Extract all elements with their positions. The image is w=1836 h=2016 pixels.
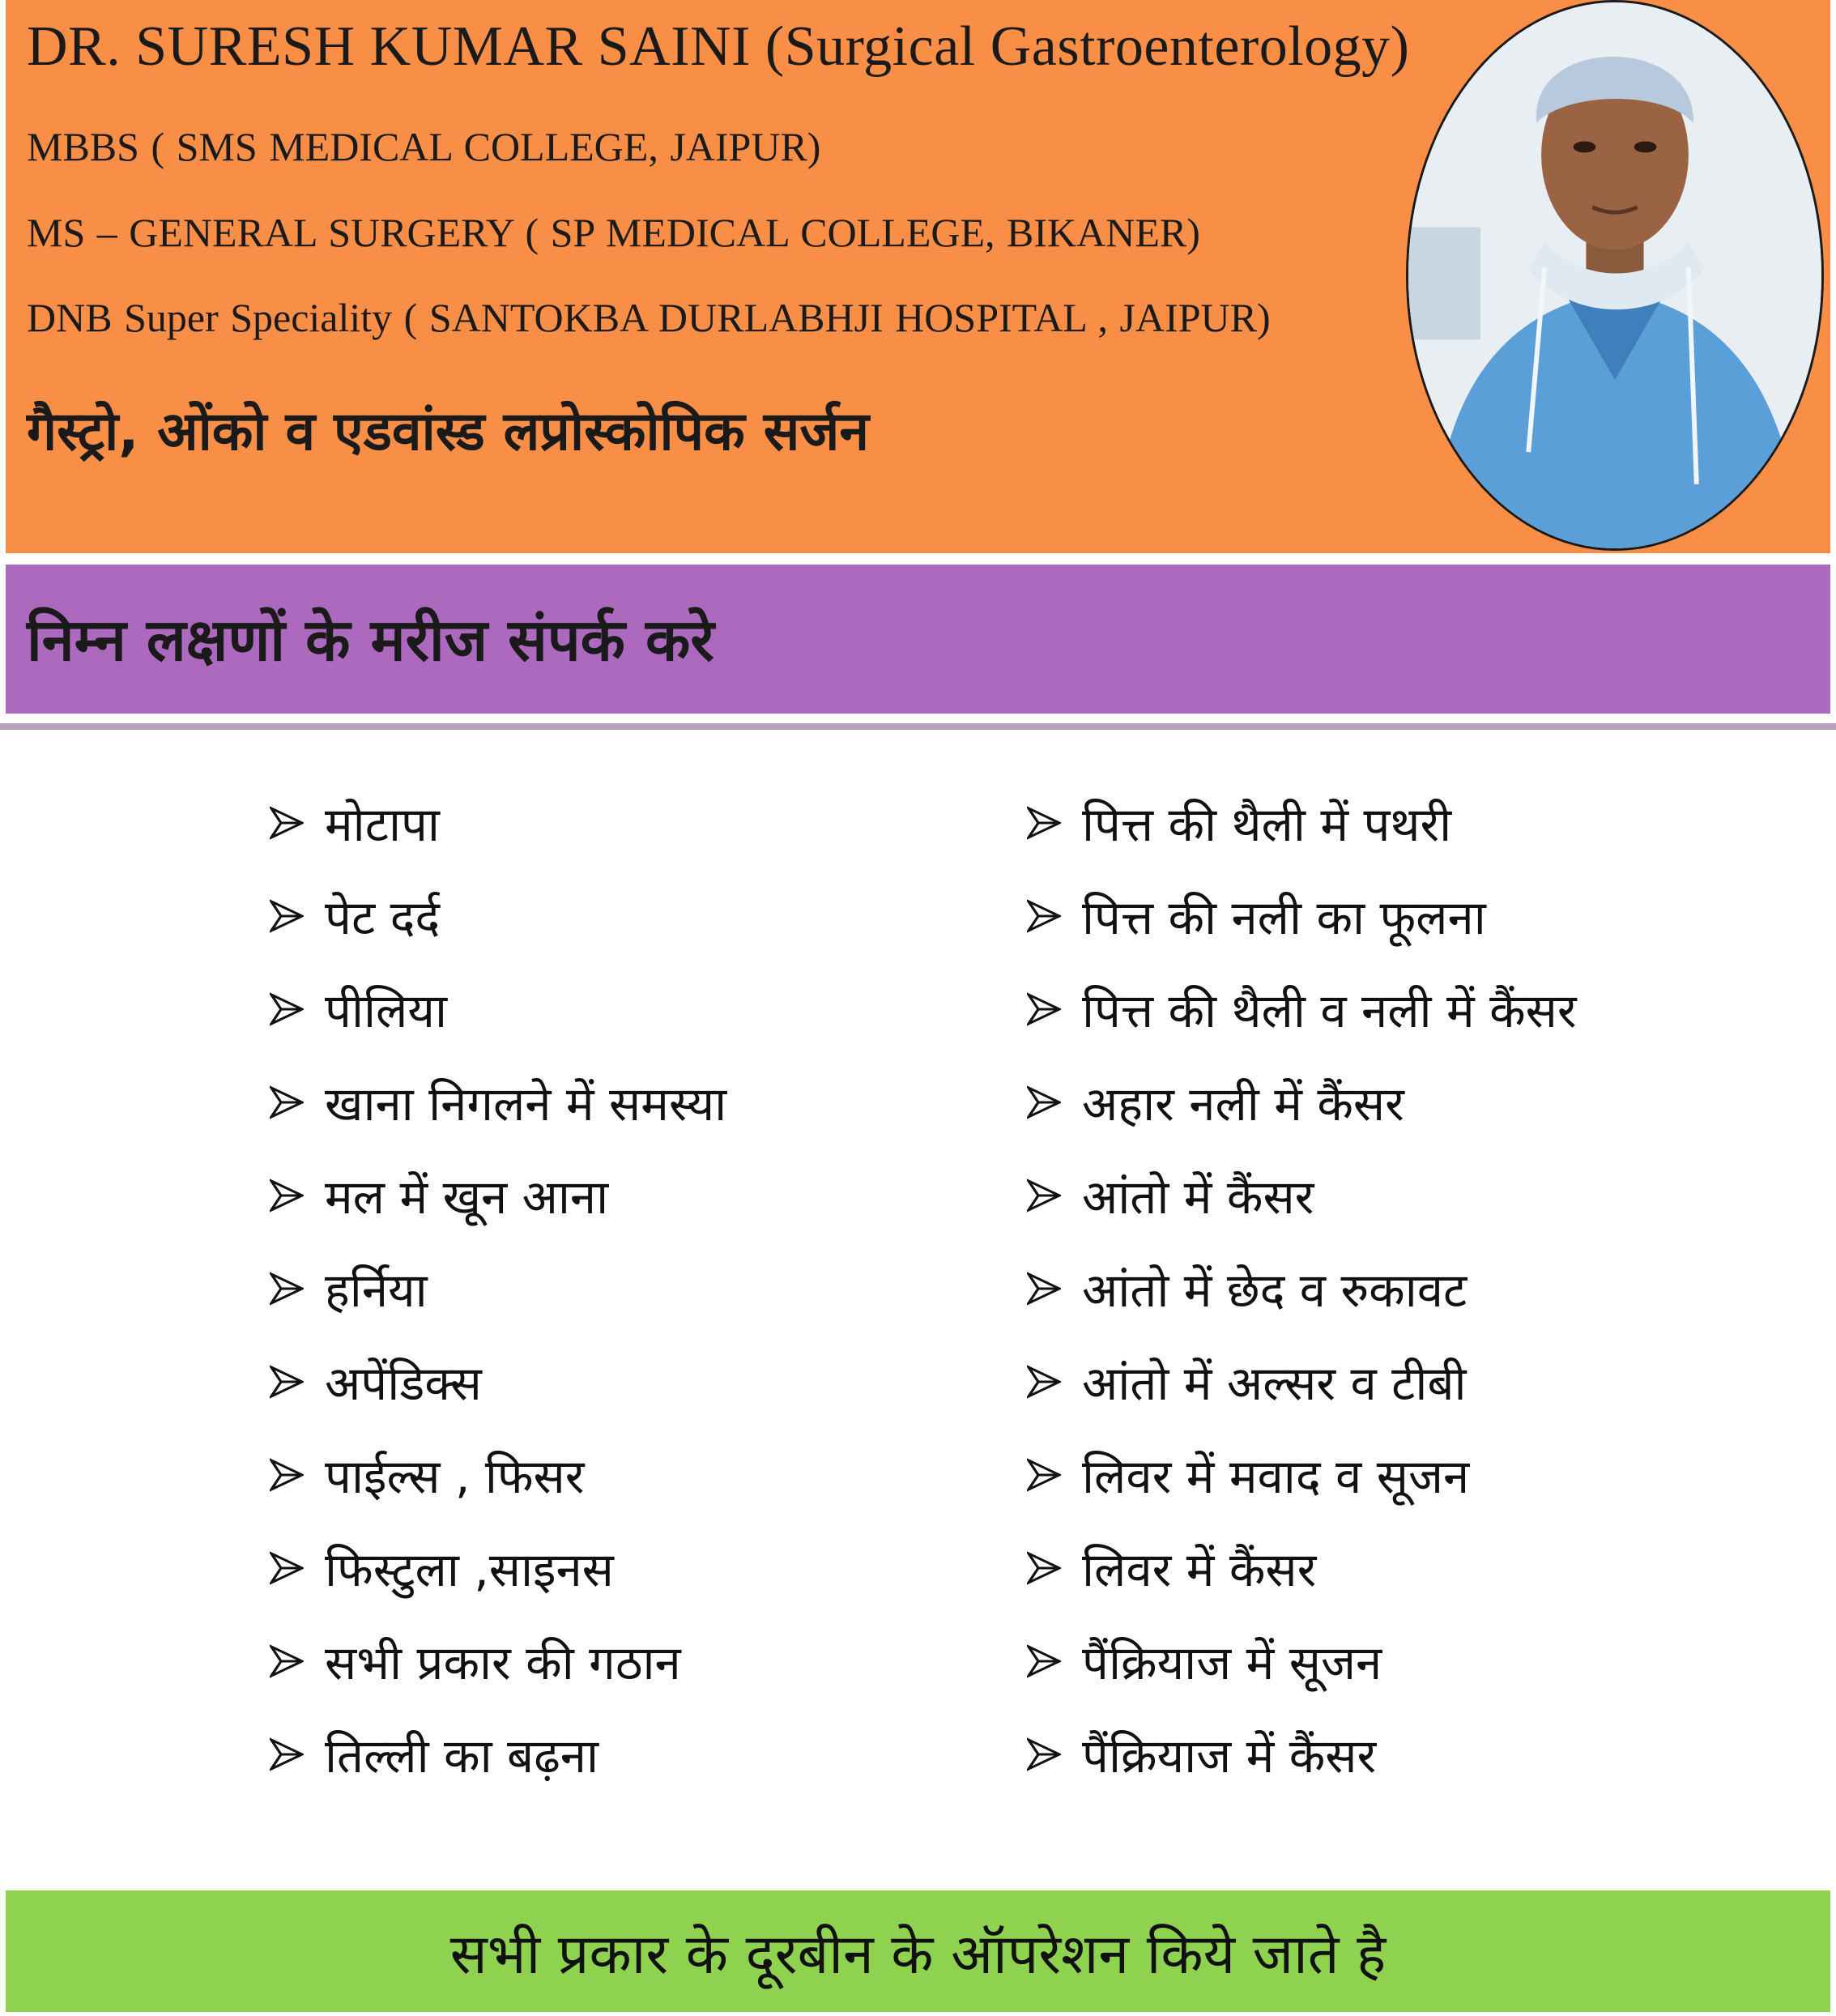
list-item	[1027, 1149, 1577, 1242]
arrow-bullet-icon	[1027, 1457, 1061, 1493]
symptom-label: पीलिया	[325, 983, 447, 1038]
arrow-bullet-icon	[270, 1737, 304, 1772]
list-item	[270, 1521, 726, 1614]
symptom-label: फिस्टुला ,साइनस	[325, 1542, 614, 1597]
symptom-label: पाईल्स , फिसर	[325, 1449, 585, 1504]
designation: गैस्ट्रो, ओंको व एडवांस्ड लप्रोस्कोपिक सर्जन	[27, 400, 870, 462]
list-item	[270, 1428, 726, 1521]
arrow-bullet-icon	[270, 1271, 304, 1306]
list-item	[270, 869, 726, 962]
arrow-bullet-icon	[1027, 1737, 1061, 1772]
symptom-label: पित्त की थैली में पथरी	[1082, 797, 1452, 852]
arrow-bullet-icon	[1027, 1085, 1061, 1120]
arrow-bullet-icon	[270, 1178, 304, 1213]
symptom-label: पित्त की थैली व नली में कैंसर	[1082, 983, 1577, 1038]
symptom-label: मोटापा	[325, 797, 440, 852]
arrow-bullet-icon	[270, 805, 304, 841]
qualification-dnb: DNB Super Speciality ( SANTOKBA DURLABHJI HOSPITAL , JAIPUR)	[27, 295, 1271, 340]
list-item	[1027, 869, 1577, 962]
symptom-label: पैंक्रियाज में सूजन	[1082, 1635, 1382, 1690]
arrow-bullet-icon	[270, 1550, 304, 1586]
list-item	[270, 1335, 726, 1428]
arrow-bullet-icon	[270, 898, 304, 934]
symptom-label: लिवर में मवाद व सूजन	[1082, 1449, 1470, 1504]
arrow-bullet-icon	[1027, 1643, 1061, 1679]
list-item	[1027, 1707, 1577, 1801]
doctor-name: DR. SURESH KUMAR SAINI (Surgical Gastroenterology)	[27, 15, 1410, 78]
symptom-list-right	[1027, 776, 1577, 1801]
arrow-bullet-icon	[270, 1643, 304, 1679]
symptom-label: हर्निया	[325, 1263, 428, 1318]
list-item	[1027, 1521, 1577, 1614]
symptom-label: लिवर में कैंसर	[1082, 1542, 1317, 1597]
list-item	[270, 1055, 726, 1149]
list-item	[1027, 1055, 1577, 1149]
arrow-bullet-icon	[1027, 898, 1061, 934]
list-item	[1027, 1335, 1577, 1428]
symptom-label: अपेंडिक्स	[325, 1356, 482, 1411]
arrow-bullet-icon	[1027, 1178, 1061, 1213]
list-item	[1027, 962, 1577, 1055]
symptom-label: खाना निगलने में समस्या	[325, 1076, 727, 1132]
arrow-bullet-icon	[270, 1085, 304, 1120]
arrow-bullet-icon	[1027, 1271, 1061, 1306]
list-item	[270, 962, 726, 1055]
list-item	[270, 1614, 726, 1707]
symptom-label: आंतो में अल्सर व टीबी	[1082, 1356, 1467, 1411]
list-item	[1027, 1428, 1577, 1521]
footer-text: सभी प्रकार के दूरबीन के ऑपरेशन किये जाते है	[449, 1922, 1387, 1987]
divider	[0, 723, 1836, 730]
arrow-bullet-icon	[270, 1457, 304, 1493]
arrow-bullet-icon	[1027, 991, 1061, 1027]
banner-heading: निम्न लक्षणों के मरीज संपर्क करे	[27, 606, 714, 674]
list-item	[270, 776, 726, 869]
list-item	[1027, 1242, 1577, 1335]
arrow-bullet-icon	[270, 1364, 304, 1400]
doctor-photo	[1406, 0, 1824, 551]
symptom-label: पित्त की नली का फूलना	[1082, 890, 1486, 945]
list-item	[270, 1707, 726, 1801]
symptom-list-left	[270, 776, 726, 1801]
symptom-label: आंतो में कैंसर	[1082, 1170, 1314, 1225]
symptom-label: पैंक्रियाज में कैंसर	[1082, 1728, 1377, 1784]
contact-banner	[6, 565, 1830, 714]
qualification-ms: MS – GENERAL SURGERY ( SP MEDICAL COLLEGE, BIKANER)	[27, 210, 1200, 255]
symptom-label: तिल्ली का बढ़ना	[325, 1728, 599, 1784]
list-item	[1027, 776, 1577, 869]
qualification-mbbs: MBBS ( SMS MEDICAL COLLEGE, JAIPUR)	[27, 124, 821, 169]
list-item	[270, 1242, 726, 1335]
list-item	[270, 1149, 726, 1242]
list-item	[1027, 1614, 1577, 1707]
footer-panel	[6, 1890, 1830, 2012]
symptom-label: आंतो में छेद व रुकावट	[1082, 1263, 1468, 1318]
symptom-label: मल में खून आना	[325, 1170, 609, 1225]
arrow-bullet-icon	[1027, 805, 1061, 841]
symptom-label: सभी प्रकार की गठान	[325, 1635, 681, 1690]
symptom-label: अहार नली में कैंसर	[1082, 1076, 1404, 1132]
symptom-label: पेट दर्द	[325, 890, 441, 945]
arrow-bullet-icon	[1027, 1550, 1061, 1586]
arrow-bullet-icon	[270, 991, 304, 1027]
arrow-bullet-icon	[1027, 1364, 1061, 1400]
